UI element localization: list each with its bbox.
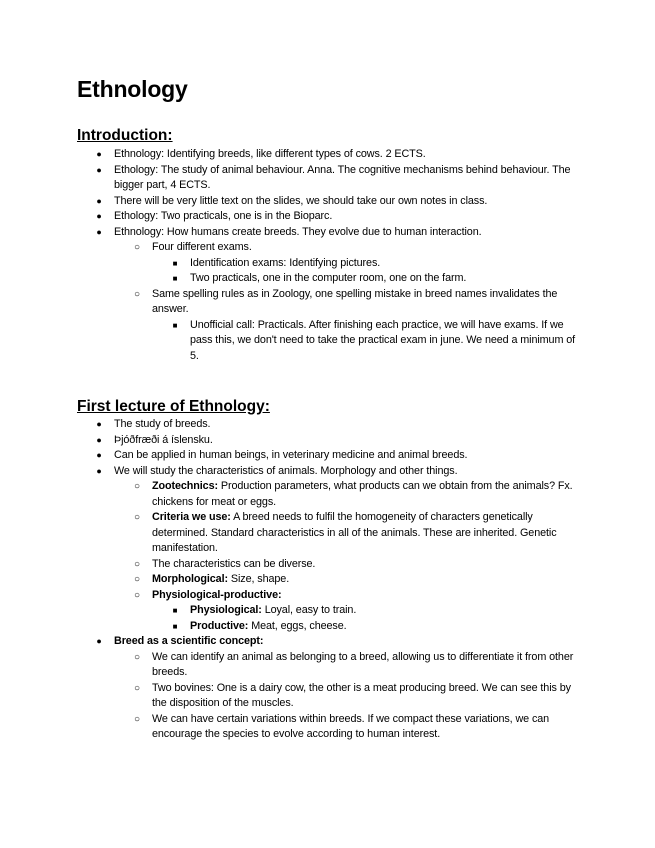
list-item <box>114 681 577 712</box>
list-item <box>77 464 577 635</box>
list-item-text: Identification exams: Identifying pictures. <box>190 256 381 269</box>
list-item-text: Þjóðfræði á íslensku. <box>114 433 213 446</box>
bullet-icon: ● <box>96 434 102 445</box>
square-bullet-icon: ■ <box>172 320 178 330</box>
list-item-text: There will be very little text on the slides, we should take our own notes in class. <box>114 194 488 207</box>
list-item <box>114 572 577 588</box>
list-item-text: Size, shape. <box>227 573 290 585</box>
list-item-text: Loyal, easy to train. <box>261 604 357 616</box>
zootechnics-label: Zootechnics: <box>152 480 218 492</box>
introduction-list <box>77 147 577 364</box>
bullet-icon: ● <box>96 195 102 206</box>
bullet-icon: ● <box>96 164 102 175</box>
circle-bullet-icon: ○ <box>134 589 140 601</box>
list-item-text: Two bovines: One is a dairy cow, the other is a meat producing breed. We can see this by the disposition of the muscles. <box>152 681 571 709</box>
list-item-text: The study of breeds. <box>114 418 211 430</box>
list-item <box>77 225 577 365</box>
introduction-heading: Introduction: <box>77 127 173 144</box>
list-item <box>77 433 577 449</box>
bullet-icon: ● <box>96 465 102 476</box>
list-item <box>77 163 577 194</box>
circle-bullet-icon: ○ <box>134 481 140 492</box>
list-item-text: Unofficial call: Practicals. After finishing each practice, we will have exams. If we pass this, we don't need to take the practical exam in june. We need a minimum of 5. <box>190 318 576 362</box>
circle-bullet-icon: ○ <box>134 512 140 523</box>
first-lecture-heading: First lecture of Ethnology: <box>77 398 270 415</box>
breed-concept-label: Breed as a scientific concept: <box>114 635 264 647</box>
list-item-text: We can have certain variations within breeds. If we compact these variations, we can encourage the species to evolve according to human interest. <box>152 712 550 740</box>
bullet-icon: ● <box>96 636 102 646</box>
list-item <box>114 287 577 365</box>
list-item <box>114 479 577 510</box>
square-bullet-icon: ■ <box>172 621 178 631</box>
list-item-text: Two practicals, one in the computer room, one on the farm. <box>190 272 467 284</box>
physiological-label: Physiological: <box>190 604 262 616</box>
list-item <box>77 634 577 743</box>
list-item <box>114 557 577 573</box>
circle-bullet-icon: ○ <box>134 574 140 585</box>
circle-bullet-icon: ○ <box>134 558 140 570</box>
list-item-text: Ethology: Two practicals, one is in the Bioparc. <box>114 210 333 222</box>
sub-list <box>114 240 577 364</box>
list-item <box>114 588 577 635</box>
list-item <box>114 712 577 743</box>
bullet-icon: ● <box>96 211 102 221</box>
morphological-label: Morphological: <box>152 573 228 585</box>
sub-sub-list <box>152 318 577 365</box>
circle-bullet-icon: ○ <box>134 713 140 725</box>
list-item <box>114 240 577 287</box>
circle-bullet-icon: ○ <box>134 288 140 300</box>
first-lecture-list <box>77 417 577 743</box>
list-item-text: We will study the characteristics of animals. Morphology and other things. <box>114 464 458 477</box>
list-item <box>77 209 577 225</box>
productive-label: Productive: <box>190 619 249 632</box>
list-item <box>152 271 577 287</box>
list-item-text: Ethology: The study of animal behaviour. Anna. The cognitive mechanisms behind behaviour. The bigger part, 4 ECTS. <box>114 163 571 191</box>
list-item-text: Meat, eggs, cheese. <box>248 619 347 632</box>
criteria-label: Criteria we use: <box>152 511 231 523</box>
circle-bullet-icon: ○ <box>134 242 140 253</box>
list-item <box>152 603 577 619</box>
bullet-icon: ● <box>96 149 102 159</box>
physiological-productive-label: Physiological-productive: <box>152 588 282 601</box>
circle-bullet-icon: ○ <box>134 651 140 663</box>
list-item <box>77 417 577 433</box>
bullet-icon: ● <box>96 450 102 460</box>
list-item <box>152 619 577 635</box>
square-bullet-icon: ■ <box>172 606 178 615</box>
sub-sub-list <box>152 603 577 634</box>
square-bullet-icon: ■ <box>172 274 178 283</box>
list-item-text: We can identify an animal as belonging to a breed, allowing us to differentiate it from other breeds. <box>152 650 574 678</box>
list-item-text: Production parameters, what products can we obtain from the animals? Fx. chickens for meat or eggs. <box>152 480 573 508</box>
bullet-icon: ● <box>96 419 102 429</box>
list-item <box>152 256 577 272</box>
list-item <box>114 650 577 681</box>
sub-list <box>114 650 577 743</box>
list-item-text: Four different exams. <box>152 241 252 253</box>
list-item <box>114 510 577 557</box>
circle-bullet-icon: ○ <box>134 682 140 694</box>
document-title: Ethnology <box>77 76 188 102</box>
list-item <box>77 194 577 210</box>
list-item <box>77 448 577 464</box>
list-item-text: Ethnology: Identifying breeds, like different types of cows. 2 ECTS. <box>114 148 426 160</box>
list-item-text: A breed needs to fulfil the homogeneity of characters genetically determined. Standard characteristics in all of the animals. These are inherited. Genetic manifestation. <box>152 511 557 554</box>
list-item <box>77 147 577 163</box>
list-item <box>152 318 577 365</box>
list-item-text: Same spelling rules as in Zoology, one spelling mistake in breed names invalidates the answer. <box>152 287 558 315</box>
bullet-icon: ● <box>96 226 102 237</box>
list-item-text: The characteristics can be diverse. <box>152 557 316 570</box>
sub-sub-list <box>152 256 577 287</box>
list-item-text: Ethnology: How humans create breeds. They evolve due to human interaction. <box>114 225 482 238</box>
list-item-text: Can be applied in human beings, in veterinary medicine and animal breeds. <box>114 449 468 461</box>
sub-list <box>114 479 577 634</box>
square-bullet-icon: ■ <box>172 258 178 268</box>
